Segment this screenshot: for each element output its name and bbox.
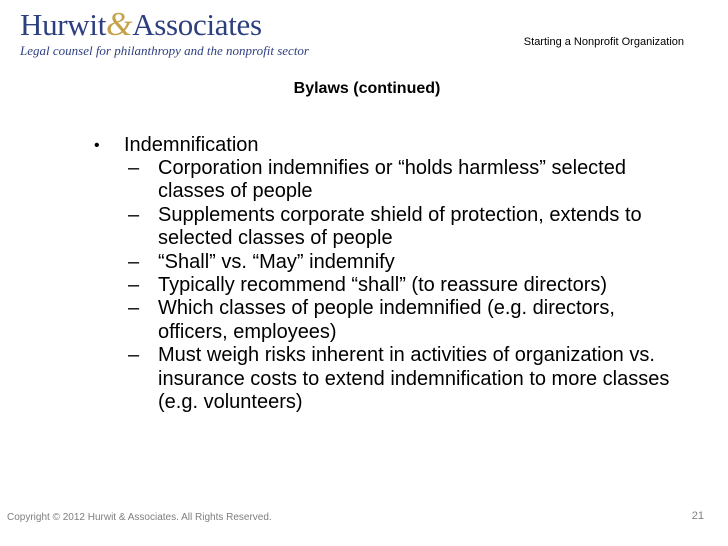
sub-bullet-item bbox=[126, 157, 672, 204]
sub-bullet-text: Must weigh risks inherent in activities of organization vs. insurance costs to extend indemnification to more classes (e.g. volunteers) bbox=[158, 344, 670, 414]
sub-bullet-text: Supplements corporate shield of protection, extends to selected classes of people bbox=[158, 203, 642, 250]
section-header: Starting a Nonprofit Organization bbox=[523, 36, 684, 48]
bullet-item bbox=[92, 134, 672, 157]
sub-bullet-item bbox=[126, 204, 672, 251]
dash-marker: – bbox=[128, 203, 140, 226]
slide-title bbox=[0, 80, 728, 98]
dash-marker: – bbox=[128, 274, 140, 297]
company-logo bbox=[20, 8, 320, 59]
logo-name-part1: Hurwit bbox=[20, 7, 107, 42]
logo-name-part2: Associates bbox=[132, 7, 262, 42]
copyright-footer: Copyright © 2012 Hurwit & Associates. All Rights Reserved. bbox=[7, 512, 272, 523]
dash-marker: – bbox=[128, 157, 140, 179]
slide-title-text: Bylaws (continued) bbox=[293, 80, 441, 97]
sub-bullet-list bbox=[126, 157, 672, 414]
dash-marker: – bbox=[128, 297, 140, 320]
logo-wordmark bbox=[20, 8, 320, 42]
sub-bullet-item bbox=[126, 297, 672, 344]
dash-marker: – bbox=[128, 250, 140, 273]
sub-bullet-text: Typically recommend “shall” (to reassure directors) bbox=[158, 274, 608, 297]
logo-ampersand: & bbox=[106, 6, 133, 43]
sub-bullet-text: “Shall” vs. “May” indemnify bbox=[158, 250, 395, 273]
sub-bullet-text: Which classes of people indemnified (e.g. directors, officers, employees) bbox=[158, 297, 615, 343]
sub-bullet-text: Corporation indemnifies or “holds harmless” selected classes of people bbox=[158, 157, 626, 203]
bullet-marker: • bbox=[94, 137, 100, 154]
page-number: 21 bbox=[691, 510, 704, 522]
logo-tagline: Legal counsel for philanthropy and the nonprofit sector bbox=[20, 43, 309, 58]
sub-bullet-item bbox=[126, 344, 672, 414]
bullet-label: Indemnification bbox=[124, 134, 259, 156]
dash-marker: – bbox=[128, 344, 140, 367]
sub-bullet-item bbox=[126, 274, 672, 297]
sub-bullet-item bbox=[126, 251, 672, 274]
slide-body bbox=[92, 134, 672, 414]
